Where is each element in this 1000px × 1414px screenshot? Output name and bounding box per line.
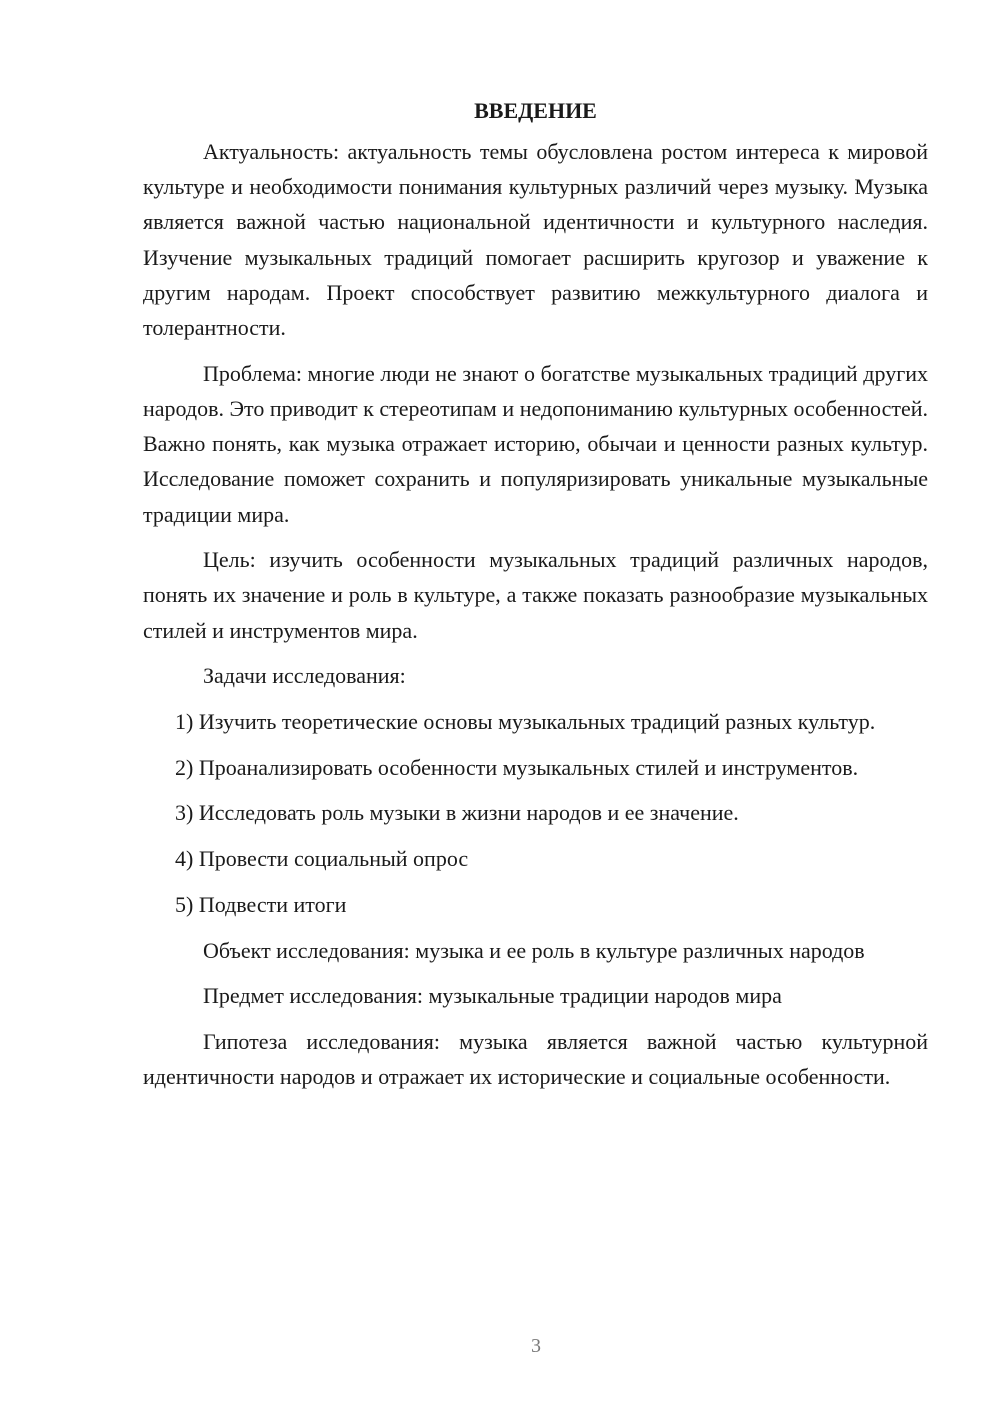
object-paragraph: Объект исследования: музыка и ее роль в культуре различных народов bbox=[203, 937, 865, 963]
task-item-3: 3) Исследовать роль музыки в жизни народов и ее значение. bbox=[175, 800, 739, 826]
hypothesis-paragraph: Гипотеза исследования: музыка является важной частью культурной идентичности народов и отражает их исторические и социальные особенности. bbox=[143, 1028, 928, 1090]
task-item-1: 1) Изучить теоретические основы музыкальных традиций разных культур. bbox=[175, 709, 876, 735]
problem-paragraph: Проблема: многие люди не знают о богатстве музыкальных традиций других народов. Это приводит к стереотипам и недопониманию культурных особенностей. Важно понять, как музыка отражает историю, обычаи и ценности разных культур. Исследование поможет сохранить и популяризировать уникальные музыкальные традиции мира. bbox=[143, 360, 928, 527]
section-heading: ВВЕДЕНИЕ bbox=[474, 98, 597, 123]
goal-paragraph: Цель: изучить особенности музыкальных традиций различных народов, понять их значение и роль в культуре, а также показать разнообразие музыкальных стилей и инструментов мира. bbox=[143, 547, 928, 643]
page-number: 3 bbox=[531, 1335, 541, 1357]
tasks-title: Задачи исследования: bbox=[203, 663, 406, 689]
page-content bbox=[143, 96, 928, 1105]
subject-paragraph: Предмет исследования: музыкальные традиции народов мира bbox=[203, 983, 782, 1009]
task-item-5: 5) Подвести итоги bbox=[175, 891, 347, 917]
task-item-2: 2) Проанализировать особенности музыкальных стилей и инструментов. bbox=[175, 754, 859, 780]
task-item-4: 4) Провести социальный опрос bbox=[175, 846, 469, 872]
relevance-paragraph: Актуальность: актуальность темы обусловлена ростом интереса к мировой культуре и необходимости понимания культурных различий через музыку. Музыка является важной частью национальной идентичности и культурного наследия. Изучение музыкальных традиций помогает расширить кругозор и уважение к другим народам. Проект способствует развитию межкультурного диалога и толерантности. bbox=[143, 139, 928, 341]
